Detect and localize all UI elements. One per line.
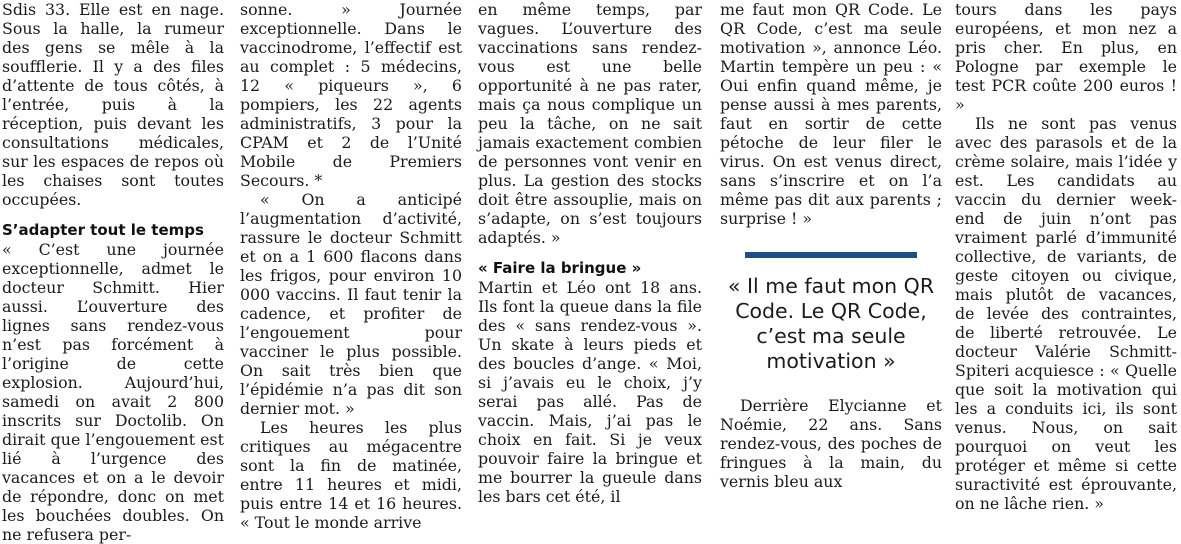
pull-quote-rule xyxy=(745,252,917,258)
paragraph: Sdis 33. Elle est en nage. Sous la halle, la rumeur des gens se mêle à la soufflerie. Il y a des files d’attente de tous côtés, à l’entrée, puis à la réception, puis devant les consultations médicales, sur les espaces de repos où les chaises sont toutes occupées. xyxy=(2,0,224,209)
paragraph: en même temps, par vagues. L’ouverture des vaccinations sans rendez-vous est une belle opportunité à ne pas rater, mais ça nous complique un peu la tâche, on ne sait jamais exactement combien de personnes vont venir en plus. La gestion des stocks doit être assouplie, mais on s’adapte, on s’est toujours adaptés. » xyxy=(478,0,702,247)
subheading-bringue: « Faire la bringue » xyxy=(478,259,642,277)
article-column-1 xyxy=(2,0,224,544)
paragraph: « On a anticipé l’augmentation d’activité, rassure le docteur Schmitt et on a 1 600 flacons dans les frigos, pour environ 10 000 vaccins. Il faut tenir la cadence, et profiter de l’engouement pour vacciner le plus possible. On sait très bien que l’épidémie n’a pas dit son dernier mot. » xyxy=(240,190,462,418)
paragraph: Derrière Elycianne et Noémie, 22 ans. Sans rendez-vous, des poches de fringues à la main, du vernis bleu aux xyxy=(720,396,942,491)
paragraph: « C’est une journée exceptionnelle, admet le docteur Schmitt. Hier aussi. L’ouverture des lignes sans rendez-vous n’est pas forcément à l’origine de cette explosion. Aujourd’hui, samedi on avait 2 800 inscrits sur Doctolib. On dirait que l’engouement est lié à l’urgence des vacances et on a le devoir de répondre, donc on met les bouchées doubles. On ne refusera per- xyxy=(2,240,224,544)
subheading-adapter: S’adapter tout le temps xyxy=(2,221,204,239)
paragraph: tours dans les pays européens, et mon nez a pris cher. En plus, en Pologne par exemple le test PCR coûte 200 euros ! » xyxy=(955,0,1177,114)
article-column-5 xyxy=(955,0,1177,513)
paragraph: Ils ne sont pas venus avec des parasols et de la crème solaire, mais l’idée y est. Les candidats au vaccin du dernier week-end de juin n’ont pas vraiment parlé d’immunité collective, de variants, de geste citoyen ou civique, mais plutôt de vacances, de levée des contraintes, de liberté retrouvée. Le docteur Valérie Schmitt-Spiteri acquiesce : « Quelle que soit la motivation qui les a conduits ici, ils sont venus. Nous, on sait pourquoi on veut les protéger et même si cette suractivité est éprouvante, on ne lâche rien. » xyxy=(955,114,1177,513)
article-column-4 xyxy=(720,0,942,491)
paragraph: Les heures les plus critiques au mégacentre sont la fin de matinée, entre 11 heures et midi, puis entre 14 et 16 heures. « Tout le monde arrive xyxy=(240,418,462,532)
paragraph: sonne. » Journée exceptionnelle. Dans le vaccinodrome, l’effectif est au complet : 5 médecins, 12 « piqueurs », 6 pompiers, les 22 agents administratifs, 3 pour la CPAM et 2 de l’Unité Mobile de Premiers Secours. * xyxy=(240,0,462,190)
pull-quote: « Il me faut mon QR Code. Le QR Code, c’est ma seule motivation » xyxy=(727,274,935,373)
paragraph: Martin et Léo ont 18 ans. Ils font la queue dans la file des « sans rendez-vous ». Un skate à leurs pieds et des boucles d’ange. « Moi, si j’avais eu le choix, j’y serai pas allé. Pas de vaccin. Mais, j’ai pas le choix en fait. Si je veux pouvoir faire la bringue et me bourrer la gueule dans les bars cet été, il xyxy=(478,278,702,506)
paragraph: me faut mon QR Code. Le QR Code, c’est ma seule motivation », annonce Léo. Martin tempère un peu : « Oui enfin quand même, je pense aussi à mes parents, faut en sortir de cette pétoche de leur filer le virus. On est venus direct, sans s’inscrire et on l’a même pas dit aux parents ; surprise ! » xyxy=(720,0,942,228)
article-column-2 xyxy=(240,0,462,532)
article-column-3 xyxy=(478,0,702,506)
